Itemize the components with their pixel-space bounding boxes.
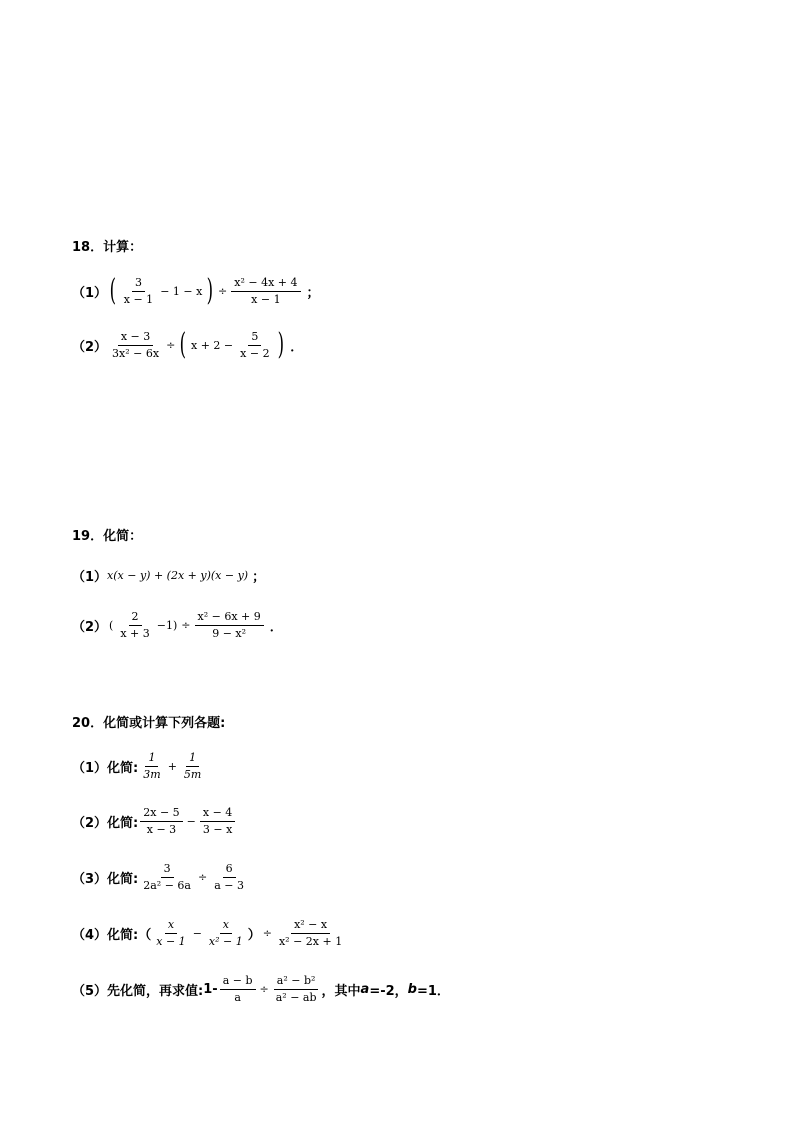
punctuation: ； [306,285,320,301]
numerator: 6 [223,862,236,878]
fraction [109,330,162,361]
denominator: x + 3 [120,626,150,640]
open-paren: ( [109,273,117,309]
q20-p5-val-b: =1． [416,983,450,999]
q18-part2 [72,327,304,363]
numerator: 3 [132,276,145,292]
divide-sign: ÷ [166,338,176,352]
denominator: 3x² − 6x [112,346,160,360]
q19-p1-label: （1） [72,570,108,585]
q20-p5-var-a: a [360,981,370,997]
q18-p1-label: （1） [72,285,108,301]
fraction [140,806,182,837]
denominator: 9 − x² [212,626,247,640]
q19-part1 [72,566,265,585]
q18-p1-expr [107,273,302,309]
fraction [276,918,345,949]
q20-part2 [72,806,237,837]
denominator: a − 3 [214,878,244,892]
denominator: 3 − x [202,822,233,836]
expr-term: x + 2 − [191,338,234,352]
denominator: 5m [183,767,202,781]
numerator: x − 4 [200,806,235,822]
divide-sign: ÷ [197,870,208,884]
q20-part4 [72,918,347,949]
q18-heading [72,236,142,255]
q20-part1 [72,751,206,782]
q20-p4-label: （4）化简: [72,927,139,943]
punctuation: ； [252,570,266,585]
fraction [117,610,152,641]
denominator: a² − ab [275,990,317,1004]
minus-sign: − [192,926,202,940]
fraction [220,974,256,1005]
q19-heading [72,525,142,544]
expr-term: − 1 − x [160,284,203,298]
fraction [140,751,163,782]
divide-sign: ÷ [218,284,228,298]
q18-part1 [72,273,320,309]
q20-p3-label: （3）化简: [72,871,139,887]
q19-p2-label: （2） [72,619,108,635]
q20-p5-val-a: =-2， [369,983,408,999]
numerator: x [165,918,177,934]
close-paren: ) [206,273,214,309]
q20-p1-expr [138,751,206,782]
numerator: 2x − 5 [140,806,182,822]
numerator: x [220,918,232,934]
close-paren: ） [247,927,261,943]
q20-p5-lead: 1- [203,981,218,997]
fraction [153,918,188,949]
q19-part2 [72,610,283,641]
q18-heading-text: 18．计算： [72,240,143,255]
numerator: 1 [186,751,199,767]
numerator: 1 [145,751,158,767]
numerator: a − b [220,974,256,990]
punctuation: ． [290,339,304,355]
fraction [121,276,156,307]
divide-sign: ÷ [262,926,272,940]
q20-part3 [72,862,249,893]
q20-p1-label: （1）化简: [72,760,139,776]
q20-p5-label: （5）先化简，再求值: [72,983,204,999]
fraction [200,806,235,837]
denominator: x² − 2x + 1 [278,934,343,948]
fraction [140,862,194,893]
q20-p5-expr [218,974,322,1005]
q20-p2-label: （2）化简: [72,815,139,831]
open-paren: （ [138,927,152,943]
denominator: x − 1 [156,934,186,948]
fraction [237,330,272,361]
denominator: x − 1 [251,292,281,306]
q20-p4-expr [138,918,347,949]
divide-sign: ÷ [181,618,191,632]
denominator: x − 3 [146,822,177,836]
expr-term: −1) [156,618,178,632]
q19-p1-expr: x(x − y) + (2x + y)(x − y) [107,569,249,582]
q20-heading-text: 20．化简或计算下列各题: [72,716,226,731]
q18-p2-label: （2） [72,339,108,355]
q20-part5 [72,974,450,1005]
q20-p5-var-b: b [407,981,417,997]
denominator: 2a² − 6a [143,878,191,892]
q20-p2-expr [138,806,237,837]
fraction [206,918,246,949]
q20-p3-expr [138,862,249,893]
denominator: x − 1 [123,292,154,306]
denominator: 3m [143,767,161,781]
open-paren: ( [179,327,187,363]
numerator: x − 3 [118,330,153,346]
plus-sign: + [167,759,177,773]
fraction [273,974,320,1005]
denominator: x − 2 [240,346,270,360]
q20-p5-tail-prefix: ，其中 [321,983,361,999]
punctuation: ． [269,619,283,635]
numerator: 5 [248,330,261,346]
denominator: x² − 1 [208,934,243,948]
numerator: a² − b² [274,974,319,990]
fraction [195,610,264,641]
fraction [231,276,300,307]
q18-p2-expr [107,327,286,363]
q19-p2-expr [107,610,266,641]
divide-sign: ÷ [259,982,269,996]
fraction [181,751,204,782]
open-paren: ( [109,618,114,632]
q19-heading-text: 19．化简： [72,529,143,544]
numerator: 2 [129,610,142,626]
numerator: 3 [161,862,174,878]
numerator: x² − x [291,918,330,934]
minus-sign: − [186,814,196,828]
numerator: x² − 6x + 9 [195,610,264,626]
fraction [211,862,247,893]
close-paren: ) [277,327,284,363]
numerator: x² − 4x + 4 [231,276,300,292]
denominator: a [234,990,241,1004]
q20-heading [72,712,225,731]
